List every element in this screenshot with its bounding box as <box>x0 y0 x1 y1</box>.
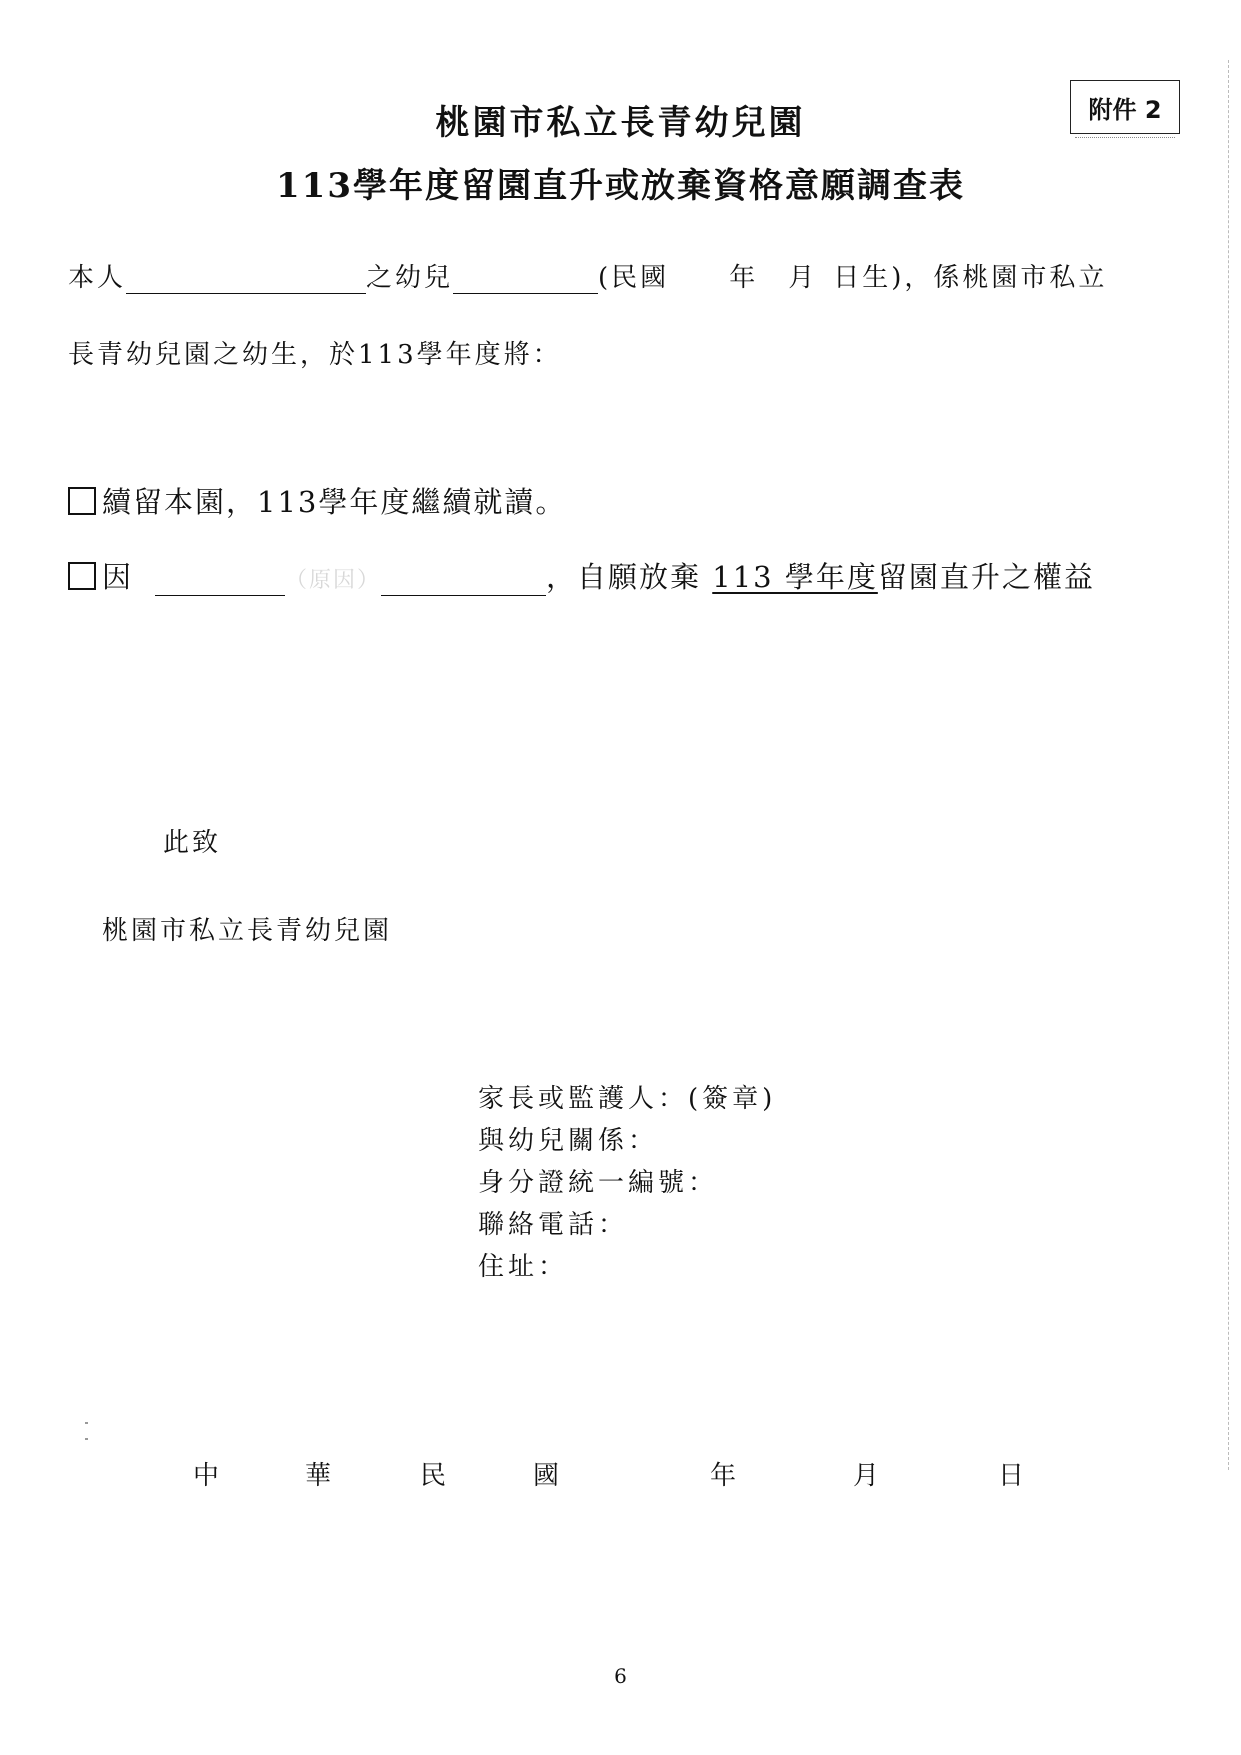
birth-year-label: 年 <box>729 263 759 293</box>
date-zhong: 中 <box>193 1461 220 1491</box>
give-up-checkbox[interactable] <box>68 562 96 590</box>
salutation: 此致 <box>163 828 222 858</box>
option-give-up <box>68 555 1095 596</box>
date-guo: 國 <box>533 1461 560 1491</box>
page-edge <box>1228 60 1229 1470</box>
stay-checkbox[interactable] <box>68 487 96 515</box>
date-hua: 華 <box>305 1461 332 1491</box>
date-year-label[interactable]: 年 <box>710 1461 737 1491</box>
reason-blank-left[interactable] <box>155 567 285 596</box>
parent-name-blank[interactable] <box>126 265 366 294</box>
birth-day-tail: 日生)，係桃園市私立 <box>833 263 1108 293</box>
page-number: 6 <box>614 1664 627 1688</box>
option-give-up-suffix-a: ，自願放棄 <box>546 560 713 594</box>
option-give-up-year: 113 學年度 <box>712 560 878 594</box>
recipient: 桃園市私立長青幼兒園 <box>102 916 393 946</box>
intro-child-of: 之幼兒 <box>366 263 454 293</box>
relationship-field[interactable]: 與幼兒關係： <box>478 1126 659 1156</box>
birth-month-label: 月 <box>788 263 818 293</box>
intro-self: 本人 <box>68 263 127 293</box>
form-title: 113學年度留園直升或放棄資格意願調查表 <box>276 166 965 206</box>
intro-line-1 <box>68 257 1107 294</box>
intro-line-2: 長青幼兒園之幼生，於113學年度將： <box>68 340 562 370</box>
date-min: 民 <box>420 1461 447 1491</box>
scan-speck <box>85 1438 88 1440</box>
reason-blank-right[interactable] <box>381 567 546 596</box>
option-give-up-prefix: 因 <box>102 560 134 594</box>
child-name-blank[interactable] <box>453 265 598 294</box>
scan-speck <box>85 1422 88 1424</box>
birth-open: (民國 <box>598 263 670 293</box>
attachment-label-text: 附件 2 <box>1088 95 1162 124</box>
address-field[interactable]: 住址： <box>478 1252 569 1282</box>
school-title: 桃園市私立長青幼兒園 <box>435 103 806 143</box>
option-stay <box>68 480 566 521</box>
phone-field[interactable]: 聯絡電話： <box>478 1210 629 1240</box>
option-stay-text: 續留本園，113學年度繼續就讀。 <box>102 485 567 519</box>
id-number-field[interactable]: 身分證統一編號： <box>478 1168 719 1198</box>
date-month-label[interactable]: 月 <box>853 1461 880 1491</box>
guardian-signature-field[interactable]: 家長或監護人：(簽章) <box>478 1084 777 1114</box>
reason-hint: （原因） <box>285 568 382 593</box>
signature-fields <box>478 1078 776 1288</box>
option-give-up-suffix-b: 留園直升之權益 <box>877 560 1095 594</box>
date-day-label[interactable]: 日 <box>998 1461 1025 1491</box>
